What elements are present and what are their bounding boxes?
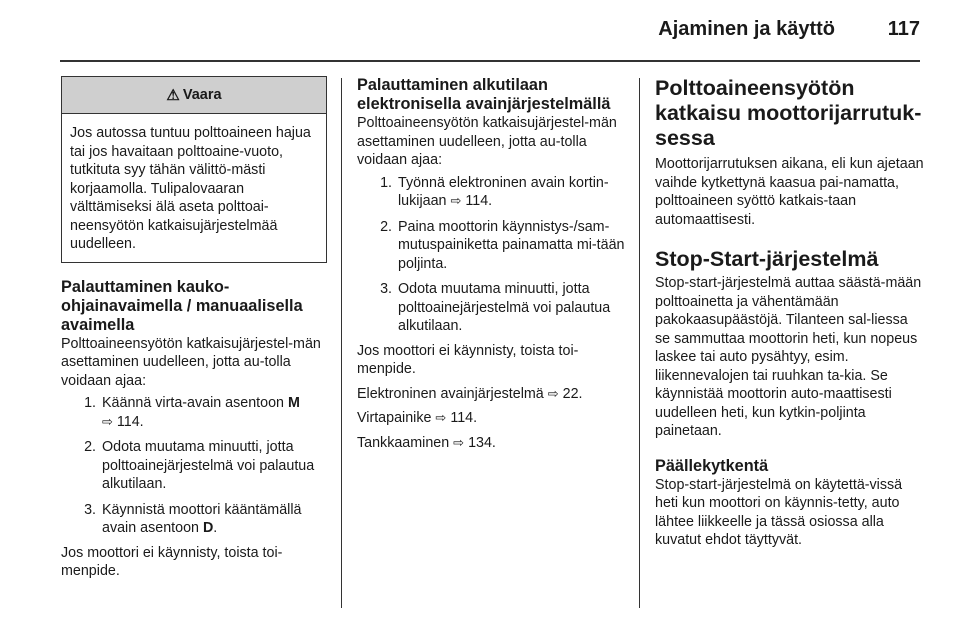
warning-text: Jos autossa tuntuu polttoaineen hajua tai jos havaitaan polttoaine-vuoto, tutkituta syy tähän välittö-mästi korjaamolla. Tulipalovaaran välttämiseksi älä aseta polttoai-neensyötön katkaisujärjestelmää uudelleen. (70, 125, 311, 252)
warning-body (62, 114, 326, 262)
subsection-heading: Päällekytkentä (655, 456, 769, 475)
page-link[interactable]: 114. (450, 410, 478, 426)
list-item (61, 394, 327, 431)
column-right (655, 76, 925, 550)
cross-reference: Virtapainike ⇨ 114. (357, 410, 478, 426)
page-link[interactable]: 22. (562, 385, 583, 402)
warning-triangle-icon: ⚠ (166, 87, 180, 104)
ref-arrow-icon: ⇨ (450, 193, 462, 208)
step-text: Työnnä elektroninen avain kortin-lukijaan ⇨ 114. (398, 174, 609, 209)
section-heading: Palauttaminen kauko-ohjainavaimella / manuaalisella avaimella (61, 277, 303, 334)
warning-title: Vaara (182, 87, 222, 103)
step-text: Paina moottorin käynnistys-/sam-mutuspainiketta painamatta mi-tään poljinta. (398, 218, 625, 272)
ref-arrow-icon: ⇨ (547, 385, 559, 401)
column-divider (341, 78, 342, 608)
ref-arrow-icon: ⇨ (102, 413, 113, 429)
step-text: Käännä virta-avain asentoon M ⇨ 114. (102, 395, 300, 430)
step-number: 1. (84, 395, 96, 411)
cross-reference: Elektroninen avainjärjestelmä ⇨ 22. (357, 385, 583, 402)
step-number: 2. (84, 439, 96, 455)
list-item (61, 501, 327, 538)
section-outro: Jos moottori ei käynnisty, toista toi-menpide. (357, 342, 579, 377)
page-link[interactable]: 114. (116, 413, 144, 430)
section-text: Stop-start-järjestelmä on käytettä-vissä heti kun moottori on käynnis-tetty, auto lähtee liikkeelle ja tässä osiossa alla kuvatut ehdot täyttyvät. (655, 476, 903, 548)
cross-reference: Tankkaaminen ⇨ 134. (357, 434, 496, 451)
running-title: Ajaminen ja käyttö (658, 18, 835, 40)
column-left (61, 76, 327, 581)
step-list (61, 394, 327, 538)
warning-box (61, 76, 327, 263)
step-number: 1. (380, 174, 392, 191)
step-text: Odota muutama minuutti, jotta polttoainejärjestelmä voi palautua alkutilaan. (398, 281, 611, 334)
column-middle (357, 76, 629, 452)
section-intro: Polttoaineensyötön katkaisujärjestel-män asettaminen uudelleen, jotta au-tolla voidaan ajaa: (61, 335, 321, 389)
section-text: Stop-start-järjestelmä auttaa säästä-mään polttoainetta ja vähentämään pakokaasupäästöjä. Tilanteen sal-liessa se sammuttaa moottorin heti, kun nopeus laskee tai auto pysähtyy, esim. liikennevalojen tai ruuhkan ta-kia. Se käynnistää moottorin auto-maattisesti uudelleen heti, kun kytkin-poljinta painetaan. (655, 275, 922, 439)
list-item (61, 438, 327, 494)
column-divider (639, 78, 640, 608)
list-item (357, 218, 629, 274)
section-heading: Palauttaminen alkutilaan elektronisella avainjärjestelmällä (357, 76, 611, 113)
section-heading: Stop-Start-järjestelmä (655, 247, 879, 271)
header-rule (60, 60, 920, 62)
step-number: 3. (380, 281, 392, 297)
ref-arrow-icon: ⇨ (435, 410, 447, 425)
step-text: Käynnistä moottori kääntämällä avain asentoon D. (102, 501, 302, 536)
section-outro: Jos moottori ei käynnisty, toista toi-menpide. (61, 544, 283, 579)
step-text: Odota muutama minuutti, jotta polttoainejärjestelmä voi palautua alkutilaan. (102, 439, 315, 492)
page-link[interactable]: 134. (468, 434, 496, 451)
list-item (357, 280, 629, 336)
step-number: 3. (84, 501, 96, 518)
list-item (357, 174, 629, 211)
warning-header (62, 77, 326, 114)
ref-arrow-icon: ⇨ (453, 434, 465, 450)
page-number: 117 (887, 18, 920, 40)
step-list (357, 174, 629, 336)
section-intro: Polttoaineensyötön katkaisujärjestel-män asettaminen uudelleen, jotta au-tolla voidaan ajaa: (357, 115, 617, 168)
section-heading: Polttoaineensyötön katkaisu moottorijarrutuk-sessa (655, 76, 922, 150)
section-text: Moottorijarrutuksen aikana, eli kun ajetaan vaihde kytkettynä kaasua pai-namatta, polttoaineen syöttö katkais-taan automaattisesti. (655, 156, 924, 228)
page-link[interactable]: 114. (465, 193, 493, 209)
step-number: 2. (380, 218, 392, 235)
